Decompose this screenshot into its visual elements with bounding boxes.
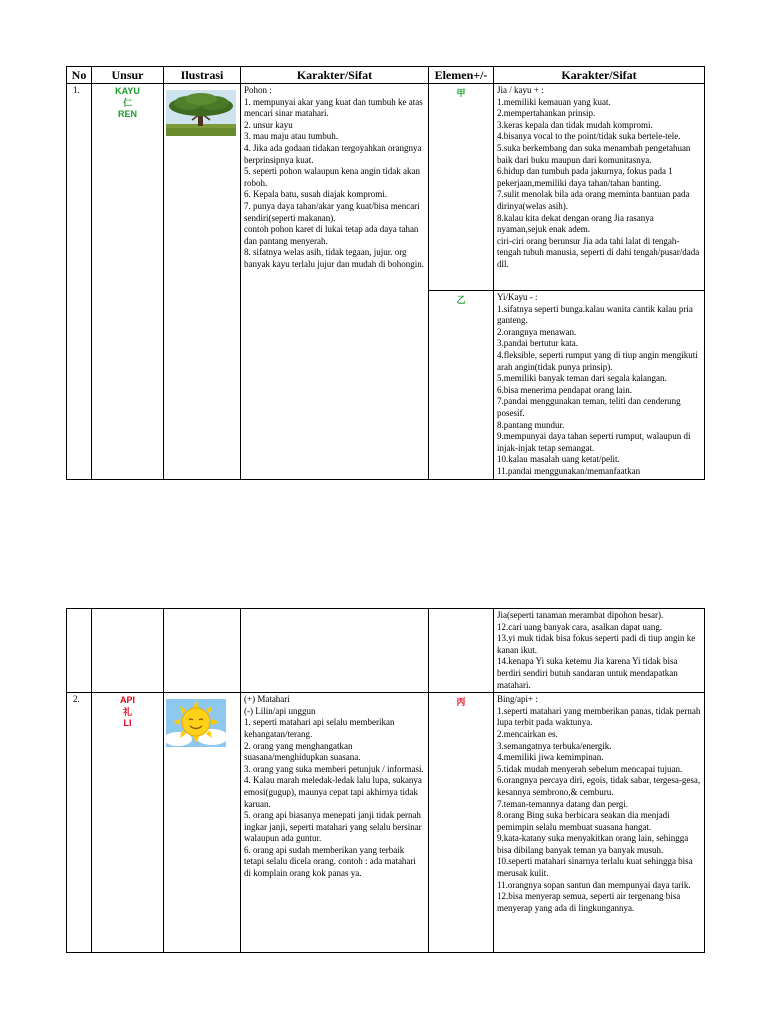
element-name-kayu xyxy=(92,84,164,480)
bing-line: 1.seperti matahari yang memberikan panas, tidak pernah lupa terbit pada waktunya. xyxy=(497,705,701,728)
karakter-line: 8. sifatnya welas asih, tidak tegaan, jujur. org banyak kayu terlalu jujur dan mudah di bohongin. xyxy=(244,247,424,269)
element-name-pinyin: REN xyxy=(117,109,137,120)
karakter-line: 2. orang yang menghangatkan suasana/menghidupkan suasana. xyxy=(244,740,361,763)
karakter-line: 4. Kalau marah meledak-ledak lalu lupa, sukanya emosi(gugup), maunya cepat tapi akhirnya tidak karuan. xyxy=(244,775,422,809)
element-name-api xyxy=(92,693,164,953)
row-kayu-jia xyxy=(67,84,705,291)
element-name-chinese: 仁 xyxy=(122,97,132,108)
bing-character: 丙 xyxy=(429,693,494,953)
jia-line: 6.hidup dan tumbuh pada jakurnya, fokus pada 1 pekerjaan,memiliki daya tahan/tahan banting. xyxy=(497,166,673,188)
karakter-jia xyxy=(494,84,705,291)
yi-line: 11.pandai menggunakan/memanfaatkan xyxy=(497,465,641,476)
bing-line: 6.orangnya percaya diri, egois, tidak sabar, tergesa-gesa, kesannya sembrono,& cemburu. xyxy=(497,775,701,797)
jia-line: 7.sulit menolak bila ada orang meminta bantuan pada dirinya(welas asih). xyxy=(497,189,690,211)
tree-image xyxy=(166,90,236,136)
karakter-yi xyxy=(494,291,705,480)
sun-image xyxy=(166,699,226,747)
karakter-line: 6. Kepala batu, susah diajak kompromi. xyxy=(244,189,387,200)
header-unsur: Unsur xyxy=(92,67,164,84)
bing-line: 2.mencairkan es. xyxy=(497,728,558,739)
jia-line: ciri-ciri orang berunsur Jia ada tahi lalat di tengah-tengah tubuh manusia, seperti di dahi tengah/pusar/dada dll. xyxy=(497,235,700,269)
elements-table-page-2 xyxy=(66,608,705,953)
illustration-cell xyxy=(164,84,241,480)
karakter-line: 5. seperti pohon walaupun kena angin tidak akan roboh. xyxy=(244,166,420,188)
jia-line: 5.suka berkembang dan suka menambah pengetahuan baik dari buku maupun dari komunitasnya. xyxy=(497,142,691,165)
yi-line: 1.sifatnya seperti bunga.kalau wanita cantik kalau pria ganteng. xyxy=(497,303,693,326)
element-name-latin: API xyxy=(119,695,135,706)
yi-line: 5.memiliki banyak teman dari segala kalangan. xyxy=(497,373,667,384)
element-name-chinese: 礼 xyxy=(122,706,132,717)
header-elemen: Elemen+/- xyxy=(429,67,494,84)
yi-line: 4.fleksible, seperti rumput yang di tiup angin mengikuti arah angin(tidak punya prinsip). xyxy=(497,349,698,372)
bing-line: 7.teman-temannya datang dan pergi. xyxy=(497,798,629,809)
karakter-line: 6. orang api sudah memberikan yang terbaik tetapi selalu dicela orang. contoh : ada matahari di komplain orang kok panas ya. xyxy=(244,844,416,879)
karakter-line: (+) Matahari xyxy=(244,694,290,705)
yi-line: 6.bisa menerima pendapat orang lain. xyxy=(497,384,632,395)
header-no: No xyxy=(67,67,92,84)
header-karakter-sifat-2: Karakter/Sifat xyxy=(494,67,705,84)
bing-line: 8.orang Bing suka berbicara seakan dia menjadi pemimpin selalu membuat suasana hangat. xyxy=(497,810,670,832)
jia-character: 甲 xyxy=(429,84,494,291)
karakter-line: 2. unsur kayu xyxy=(244,119,293,130)
karakter-line: contoh pohon karet di lukai tetap ada daya tahan dan pantang menyerah. xyxy=(244,224,419,246)
jia-line: 2.mempertahankan prinsip. xyxy=(497,108,596,119)
jia-line: 3.keras kepala dan tidak mudah kompromi. xyxy=(497,119,653,130)
header-row xyxy=(67,67,705,84)
karakter-line: Pohon : xyxy=(244,85,272,95)
bing-line: 4.memiliki jiwa kemimpinan. xyxy=(497,752,604,763)
bing-line: 12.bisa menyerap semua, seperti air tergenang bisa menyerap yang ada di lingkungannya. xyxy=(497,891,681,913)
empty-cell xyxy=(67,609,92,693)
yi-line: Yi/Kayu - : xyxy=(497,292,538,302)
karakter-line: 5. orang api biasanya menepati janji tidak pernah ingkar janji, seperti matahari yang selalu bersinar walaupun ada guntur. xyxy=(244,810,422,844)
yi-line: 9.mempunyai daya tahan seperti rumput, walaupun di injak-injak tetap semangat. xyxy=(497,431,691,453)
row-number: 2. xyxy=(67,693,92,953)
empty-cell xyxy=(92,609,164,693)
jia-line: 8.kalau kita dekat dengan orang Jia rasanya nyaman,sejuk enak adem. xyxy=(497,212,654,235)
karakter-line: 1. mempunyai akar yang kuat dan tumbuh ke atas mencari sinar matahari. xyxy=(244,96,423,119)
bing-line: 9.kata-katany suka menyakitkan orang lain, sehingga bisa dibilang banyak teman ya banyak musuh. xyxy=(497,833,689,855)
row-number: 1. xyxy=(67,84,92,480)
karakter-line: 3. mau maju atau tumbuh. xyxy=(244,131,338,142)
yi-line: 14.kenapa Yi suka ketemu Jia karena Yi tidak bisa berdiri sendiri butuh sandaran untuk mendapatkan matahari. xyxy=(497,656,678,690)
karakter-yi-continued xyxy=(494,609,705,693)
yi-line: 2.orangnya menawan. xyxy=(497,326,577,337)
empty-cell xyxy=(429,609,494,693)
empty-cell xyxy=(164,609,241,693)
bing-line: 10.seperti matahari sinarnya terlalu kuat sehingga bisa merusak kulit. xyxy=(497,856,693,879)
header-ilustrasi: Ilustrasi xyxy=(164,67,241,84)
karakter-line: (-) Lilin/api unggun xyxy=(244,705,316,716)
bing-line: 3.semangatnya terbuka/energik. xyxy=(497,740,612,751)
yi-line: 3.pandai bertutur kata. xyxy=(497,338,578,349)
karakter-kayu xyxy=(241,84,429,480)
karakter-api xyxy=(241,693,429,953)
yi-line: 8.pantang mundur. xyxy=(497,419,565,430)
karakter-line: 1. seperti matahari api selalu memberikan kehangatan/terang. xyxy=(244,717,395,739)
bing-line: 11.orangnya sopan santun dan mempunyai daya tarik. xyxy=(497,879,691,890)
karakter-bing xyxy=(494,693,705,953)
illustration-cell xyxy=(164,693,241,953)
element-name-pinyin: LI xyxy=(123,718,132,729)
row-kayu-yi-continued xyxy=(67,609,705,693)
yi-line: 13.yi muk tidak bisa fokus seperti padi di tiup angin ke kanan ikut. xyxy=(497,633,696,655)
yi-character: 乙 xyxy=(429,291,494,480)
karakter-line: 7. punya daya tahan/akar yang kuat/bisa mencari sendiri(seperti makanan). xyxy=(244,200,420,223)
empty-cell xyxy=(241,609,429,693)
jia-line: 1.memiliki kemauan yang kuat. xyxy=(497,96,611,107)
yi-line: 7.pandai menggunakan teman, teliti dan cenderung posesif. xyxy=(497,396,681,418)
yi-line: 12.cari uang banyak cara, asalkan dapat uang. xyxy=(497,621,663,632)
row-api-bing xyxy=(67,693,705,953)
karakter-line: 3. orang yang suka memberi petunjuk / informasi. xyxy=(244,763,424,774)
karakter-line: 4. Jika ada godaan tidakan tergoyahkan orangnya berprinsipnya kuat. xyxy=(244,142,422,165)
yi-line: 10.kalau masalah uang ketat/pelit. xyxy=(497,454,620,465)
yi-line: Jia(seperti tanaman merambat dipohon besar). xyxy=(497,610,664,620)
bing-line: 5.tidak mudah menyerah sebelum mencapai tujuan. xyxy=(497,763,683,774)
bing-line: Bing/api+ : xyxy=(497,694,538,705)
header-karakter-sifat: Karakter/Sifat xyxy=(241,67,429,84)
jia-line: Jia / kayu + : xyxy=(497,85,544,95)
jia-line: 4.bisanya vocal to the point/tidak suka bertele-tele. xyxy=(497,131,681,142)
element-name-latin: KAYU xyxy=(115,86,140,96)
elements-table-page-1 xyxy=(66,66,705,480)
